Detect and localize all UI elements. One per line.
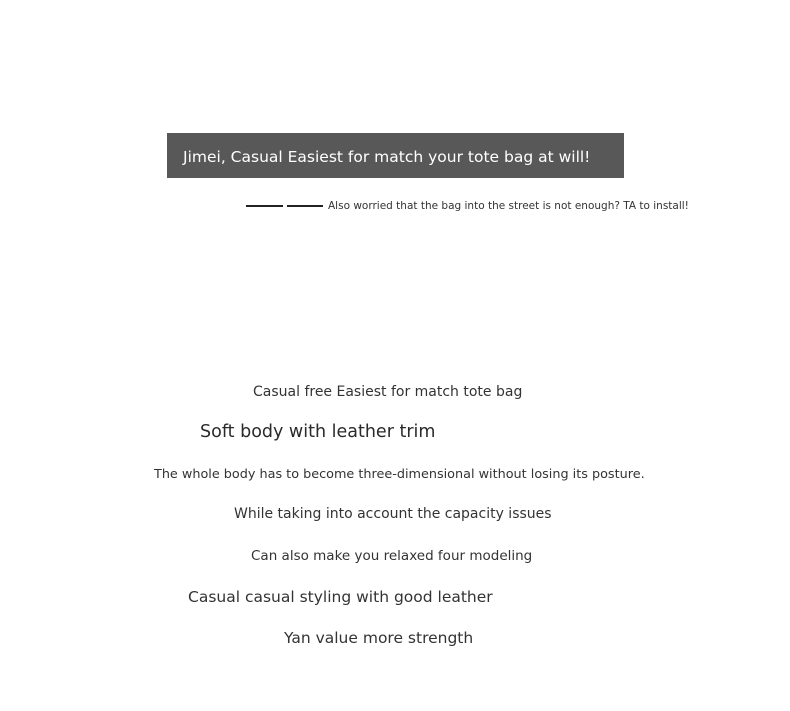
title-banner (167, 133, 624, 178)
decorative-dash (246, 205, 283, 207)
description-line: Casual free Easiest for match tote bag (253, 384, 523, 400)
description-line: Yan value more strength (284, 629, 474, 647)
description-line: Casual casual styling with good leather (188, 588, 493, 606)
subtitle-row (246, 198, 689, 214)
banner-title: Jimei, Casual Easiest for match your tote bag at will! (183, 147, 591, 166)
description-line: Soft body with leather trim (200, 422, 436, 442)
decorative-dash (287, 205, 323, 207)
description-line: While taking into account the capacity issues (234, 506, 552, 522)
description-line: Can also make you relaxed four modeling (251, 548, 533, 564)
description-line: The whole body has to become three-dimensional without losing its posture. (154, 467, 645, 482)
subtitle-text: Also worried that the bag into the street is not enough? TA to install! (328, 200, 689, 212)
